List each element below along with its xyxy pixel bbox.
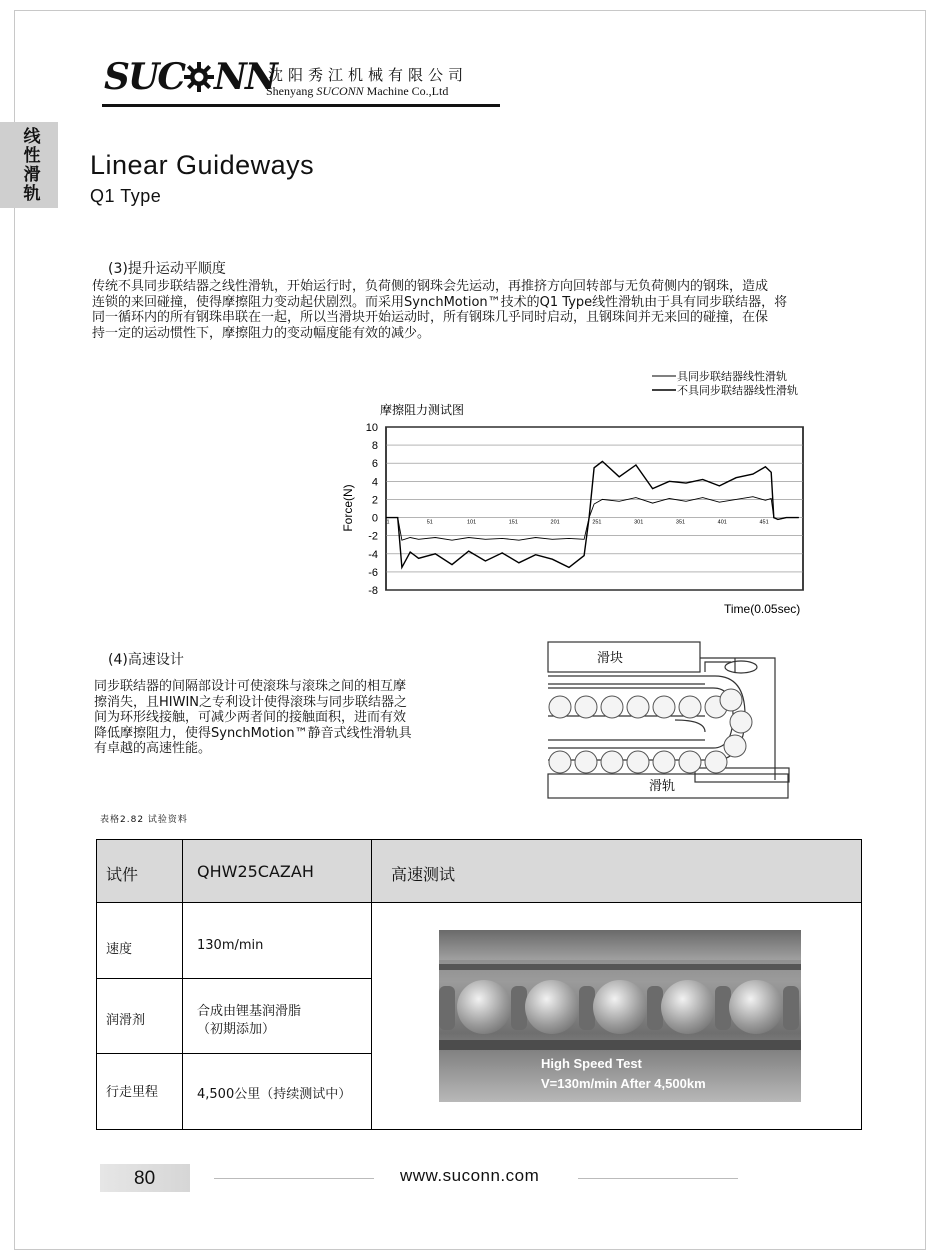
ball-element <box>601 751 623 773</box>
x-tick-label: 151 <box>508 519 518 526</box>
photo-ball <box>457 980 511 1034</box>
photo-groove <box>439 964 801 970</box>
table-row-divider <box>97 1053 371 1054</box>
x-tick-label: 51 <box>426 519 433 526</box>
y-tick-label: -4 <box>368 548 378 561</box>
friction-chart <box>330 368 830 620</box>
row-label: 行走里程 <box>106 1085 159 1100</box>
ball-element <box>679 696 701 718</box>
paragraph-line: 连锁的来回碰撞，使得摩擦阻力变动起伏剧烈。而采用SynchMotion™技术的Q1 Type线性滑轨由于具有同步联结器，将 <box>92 294 788 310</box>
row-value: 合成由锂基润滑脂 <box>197 1004 302 1019</box>
side-tab-char: 性 <box>23 146 41 166</box>
ball-element <box>653 751 675 773</box>
company-en-prefix: Shenyang <box>266 84 314 98</box>
page-number: 80 <box>134 1168 156 1189</box>
seal-detail <box>725 661 757 673</box>
y-axis-label: Force(N) <box>341 484 355 532</box>
header-cell: 高速测试 <box>391 865 456 884</box>
ball-element <box>724 735 746 757</box>
row-label: 速度 <box>106 942 133 957</box>
company-en-brand: SUCONN <box>316 84 364 98</box>
x-tick-label: 201 <box>550 519 560 526</box>
paragraph-line: 降低摩擦阻力，使得SynchMotion™静音式线性滑轨具 <box>94 725 412 741</box>
company-name-en <box>266 84 448 99</box>
photo-caption-2: V=130m/min After 4,500km <box>541 1076 706 1091</box>
paragraph-line: 有卓越的高速性能。 <box>94 741 212 756</box>
y-tick-label: 6 <box>371 458 378 471</box>
slider-block <box>548 642 700 672</box>
section3-paragraph <box>92 279 872 341</box>
page-subtitle: Q1 Type <box>90 186 162 206</box>
photo-separator <box>439 986 455 1030</box>
paragraph-line: 同一循环内的所有钢珠串联在一起，所以当滑块开始运动时，所有钢珠几乎同时启动，且钢珠间并无来回的碰撞，在保 <box>92 310 769 325</box>
x-tick-label: 101 <box>466 519 477 526</box>
x-tick-label: 401 <box>717 519 727 526</box>
section4-heading: (4)高速设计 <box>108 652 184 668</box>
ball-element <box>627 696 649 718</box>
legend-entry: 具同步联结器线性滑轨 <box>677 370 787 383</box>
rail-diagram <box>545 640 795 802</box>
rail-label: 滑轨 <box>649 779 676 794</box>
slider-label: 滑块 <box>597 651 624 666</box>
side-tab-char: 滑 <box>23 165 41 185</box>
ball-element <box>730 711 752 733</box>
y-tick-label: 0 <box>371 512 378 525</box>
legend-entry: 不具同步联结器线性滑轨 <box>677 384 798 397</box>
logo-part-suc: SUC <box>104 56 185 98</box>
y-tick-label: 10 <box>365 422 378 434</box>
y-tick-label: 2 <box>371 494 378 507</box>
ball-element <box>549 696 571 718</box>
y-tick-label: -8 <box>368 585 378 597</box>
paragraph-line: 传统不具同步联结器之线性滑轨，开始运行时，负荷侧的钢珠会先运动，再推挤方向回转部与无负荷侧内的钢珠，造成 <box>92 279 769 294</box>
x-tick-label: 251 <box>592 519 602 526</box>
plot-frame <box>386 427 803 590</box>
y-tick-label: 8 <box>371 440 378 453</box>
footer-rule <box>214 1178 374 1179</box>
paragraph-line: 擦消失，且HIWIN之专利设计使得滚珠与同步联结器之 <box>94 694 408 710</box>
paragraph-line: 持一定的运动惯性下，摩擦阻力的变动幅度能有效的减少。 <box>92 325 431 341</box>
photo-groove <box>439 1040 801 1050</box>
x-tick-label: 451 <box>759 519 769 526</box>
photo-ball <box>593 980 647 1034</box>
section3-heading: (3)提升运动平顺度 <box>108 261 226 277</box>
ball-element <box>601 696 623 718</box>
y-tick-label: -2 <box>368 530 378 543</box>
ball-element <box>575 696 597 718</box>
paragraph-line: 间为环形线接触，可减少两者间的接触面积，进而有效 <box>94 710 407 725</box>
photo-separator <box>783 986 799 1030</box>
high-speed-test-photo <box>439 930 801 1102</box>
x-tick-label: 301 <box>634 519 644 526</box>
photo-top-band <box>439 930 801 960</box>
ball-element <box>720 689 742 711</box>
paragraph-line: 同步联结器的间隔部设计可使滚珠与滚珠之间的相互摩 <box>94 679 407 694</box>
table-row-divider <box>97 978 371 979</box>
y-tick-label: 4 <box>371 476 378 489</box>
side-tab-char: 轨 <box>23 184 41 204</box>
chart-title: 摩擦阻力测试图 <box>380 403 465 417</box>
row-value: 4,500公里（持续测试中） <box>197 1087 352 1102</box>
gear-icon <box>184 62 214 92</box>
table-caption: 表格2.82 试验资料 <box>100 815 188 825</box>
y-tick-label: -6 <box>368 566 378 579</box>
photo-ball <box>661 980 715 1034</box>
ball-element <box>653 696 675 718</box>
photo-caption-1: High Speed Test <box>541 1056 642 1071</box>
ball-element <box>549 751 571 773</box>
footer-url[interactable]: www.suconn.com <box>400 1166 540 1185</box>
ball-element <box>679 751 701 773</box>
x-axis-label: Time(0.05sec) <box>724 602 801 616</box>
side-tab-char: 线 <box>23 127 41 147</box>
photo-ball <box>729 980 783 1034</box>
side-tab <box>0 122 58 208</box>
header-rule <box>102 104 500 107</box>
x-tick-label: 351 <box>675 519 686 526</box>
table-col-divider <box>371 840 372 1129</box>
section4-paragraph <box>94 679 454 757</box>
photo-ball <box>525 980 579 1034</box>
x-tick-label: 1 <box>386 519 390 526</box>
header-cell: QHW25CAZAH <box>197 862 314 881</box>
ball-element <box>627 751 649 773</box>
row-value-note: （初期添加） <box>197 1022 276 1037</box>
ball-element <box>575 751 597 773</box>
brand-logo <box>104 56 276 98</box>
company-en-suffix: Machine Co.,Ltd <box>366 84 449 98</box>
test-data-table <box>96 839 862 1130</box>
footer-rule <box>578 1178 738 1179</box>
page-title: Linear Guideways <box>90 150 315 180</box>
company-name-cn: 沈阳秀江机械有限公司 <box>268 66 469 84</box>
row-label: 润滑剂 <box>106 1013 146 1028</box>
header-cell: 试件 <box>106 865 139 884</box>
ball-element <box>705 751 727 773</box>
table-col-divider <box>182 840 183 1129</box>
logo-part-nn: NN <box>214 56 276 98</box>
row-value: 130m/min <box>197 938 264 953</box>
